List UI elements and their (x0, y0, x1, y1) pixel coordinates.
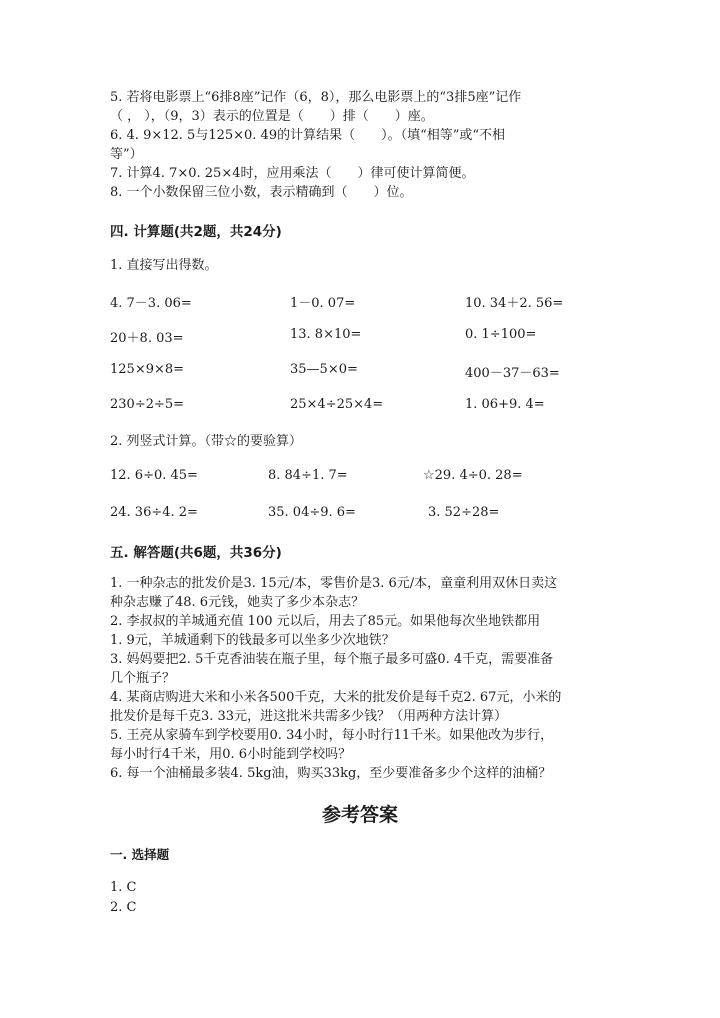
answer-item: 2. C (110, 900, 137, 915)
fill-question-6-line-1: 6. 4. 9×12. 5与125×0. 49的计算结果（ ）。（填“相等”或“不相 (110, 128, 506, 143)
word-problem-line: 批发价是每千克3. 33元，进这批米共需多少钱？（用两种方法计算） (110, 709, 508, 724)
direct-calc-item: 10. 34＋2. 56= (465, 296, 564, 311)
fill-question-5-line-2: （ ， ），（9，3）表示的位置是（ ）排（ ）座。 (110, 109, 434, 124)
direct-calc-item: 25×4÷25×4= (290, 397, 384, 412)
fill-question-8: 8. 一个小数保留三位小数，表示精确到（ ）位。 (110, 185, 413, 200)
vertical-calc-item: 35. 04÷9. 6= (268, 505, 356, 520)
word-problem-line: 4. 某商店购进大米和小米各500千克，大米的批发价是每千克2. 67元，小米的 (110, 690, 562, 705)
direct-calc-instruction: 1. 直接写出得数。 (110, 258, 218, 273)
answer-section-heading: 一. 选择题 (110, 847, 170, 862)
vertical-calc-item: 8. 84÷1. 7= (268, 468, 348, 483)
direct-calc-item: 0. 1÷100= (465, 327, 537, 342)
direct-calc-item: 20＋8. 03= (110, 331, 184, 346)
vertical-calc-item: 24. 36÷4. 2= (110, 505, 198, 520)
word-problem-line: 每小时行4千米，用0. 6小时能到学校吗？ (110, 747, 352, 762)
word-problem-line: 1. 9元，羊城通剩下的钱最多可以坐多少次地铁？ (110, 633, 395, 648)
section-4-heading: 四. 计算题(共2题，共24分) (110, 224, 282, 240)
vertical-calc-instruction: 2. 列竖式计算。（带☆的要验算） (110, 434, 303, 449)
fill-question-7: 7. 计算4. 7×0. 25×4时，应用乘法（ ）律可使计算简便。 (110, 166, 475, 181)
vertical-calc-item: 3. 52÷28= (428, 505, 500, 520)
direct-calc-item: 400－37－63= (465, 366, 560, 381)
word-problem-line: 几个瓶子？ (110, 671, 176, 686)
fill-question-6-line-2: 等”） (110, 147, 143, 162)
word-problem-line: 6. 每一个油桶最多装4. 5kg油，购买33kg，至少要准备多少个这样的油桶？ (110, 766, 552, 781)
section-5-heading: 五. 解答题(共6题，共36分) (110, 545, 282, 561)
answer-key-title: 参考答案 (321, 804, 398, 826)
vertical-calc-item: 12. 6÷0. 45= (110, 468, 198, 483)
word-problem-line: 3. 妈妈要把2. 5千克香油装在瓶子里，每个瓶子最多可盛0. 4千克，需要准备 (110, 652, 554, 667)
answer-item: 1. C (110, 880, 137, 895)
direct-calc-item: 125×9×8= (110, 362, 185, 377)
vertical-calc-item: ☆29. 4÷0. 28= (423, 468, 523, 483)
word-problem-line: 种杂志赚了48. 6元钱，她卖了多少本杂志？ (110, 595, 365, 610)
word-problem-line: 1. 一种杂志的批发价是3. 15元/本，零售价是3. 6元/本，童童利用双休日卖这 (110, 576, 558, 591)
direct-calc-item: 1－0. 07= (290, 296, 356, 311)
direct-calc-item: 4. 7－3. 06= (110, 296, 192, 311)
word-problem-line: 5. 王亮从家骑车到学校要用0. 34小时，每小时行11千米。如果他改为步行， (110, 728, 554, 743)
direct-calc-item: 13. 8×10= (290, 327, 362, 342)
direct-calc-item: 35—5×0= (290, 362, 358, 377)
fill-question-5-line-1: 5. 若将电影票上“6排8座”记作（6，8），那么电影票上的“3排5座”记作 (110, 90, 522, 105)
word-problem-line: 2. 李叔叔的羊城通充值 100 元以后，用去了85元。如果他每次坐地铁都用 (110, 614, 541, 629)
direct-calc-item: 1. 06+9. 4= (465, 397, 545, 412)
direct-calc-item: 230÷2÷5= (110, 397, 185, 412)
